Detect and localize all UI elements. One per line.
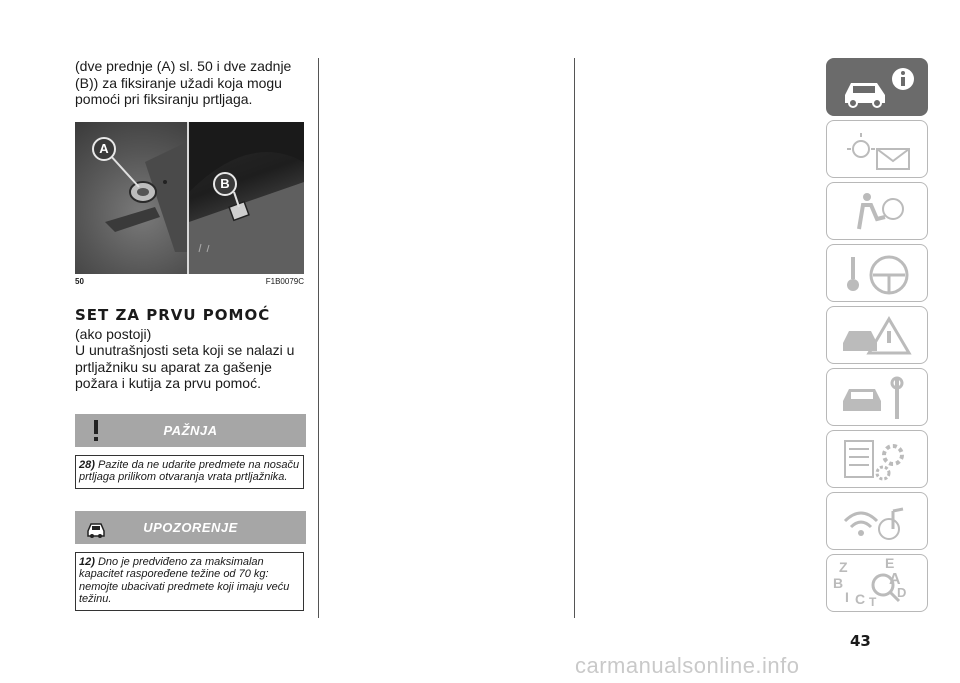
index-letter-i: I [845, 589, 849, 605]
section-body: U unutrašnjosti seta koji se nalazi u prtljažniku su aparat za gašenje požara i kutija za prvu pomoć. [75, 342, 295, 391]
technical-data-icon [837, 437, 919, 483]
tab-maintenance[interactable] [826, 368, 928, 426]
index-letter-c: C [855, 591, 866, 607]
index-letter-b: B [833, 575, 844, 591]
section-title: SET ZA PRVU POMOĆ [75, 305, 271, 324]
caution-number: 12) [79, 555, 95, 568]
tab-airbag[interactable] [826, 182, 928, 240]
dashboard-lights-icon [837, 127, 919, 173]
tab-emergency[interactable] [826, 306, 928, 364]
column-divider-2 [574, 58, 575, 618]
steering-wheel-icon [837, 251, 919, 297]
index-letter-d: D [897, 585, 907, 600]
warning-title: PAŽNJA [163, 422, 218, 438]
index-letter-e: E [885, 555, 895, 571]
index-icon [837, 561, 919, 607]
airbag-icon [837, 189, 919, 235]
multimedia-icon [837, 499, 919, 545]
figure-caption [75, 277, 304, 286]
tab-technical-data[interactable] [826, 430, 928, 488]
figure-code: F1B0079C [265, 276, 304, 286]
figure-number: 50 [75, 276, 84, 286]
index-letter-t: T [869, 595, 877, 609]
intro-paragraph: (dve prednje (A) sl. 50 i dve zadnje (B)) za fiksiranje užadi koja mogu pomoći pri fiksiranju prtljaga. [75, 58, 292, 107]
warning-text: Pazite da ne udarite predmete na nosaču prtljaga prilikom otvaranja vrata prtljažnika. [79, 458, 300, 483]
page-number: 43 [850, 632, 871, 650]
index-letter-z: Z [839, 559, 848, 575]
callout-b: B [213, 172, 237, 196]
column-divider-1 [318, 58, 319, 618]
emergency-icon [837, 313, 919, 359]
car-info-icon [837, 65, 919, 111]
trunk-hook-rear-illustration [189, 122, 304, 274]
warning-body [75, 455, 304, 489]
index-letter-a: A [889, 571, 901, 588]
tab-index[interactable] [826, 554, 928, 612]
tab-car-info[interactable] [826, 58, 928, 116]
warning-header [75, 414, 306, 447]
tab-multimedia[interactable] [826, 492, 928, 550]
left-column [75, 58, 307, 611]
figure-right-panel [189, 122, 304, 274]
caution-text: Dno je predviđeno za maksimalan kapacitet raspoređene težine od 70 kg: nemojte ubacivati predmete koji imaju veću težinu. [79, 555, 290, 605]
caution-header [75, 511, 306, 544]
tab-steering[interactable] [826, 244, 928, 302]
tab-dashboard-lights[interactable] [826, 120, 928, 178]
section-subtitle: (ako postoji) [75, 325, 152, 342]
caution-title: UPOZORENJE [143, 519, 238, 535]
callout-a: A [92, 137, 116, 161]
figure-50 [75, 122, 304, 274]
caution-body [75, 552, 304, 611]
warning-number: 28) [79, 458, 95, 471]
watermark: carmanualsonline.info [575, 653, 800, 678]
car-maintenance-icon [837, 375, 919, 421]
